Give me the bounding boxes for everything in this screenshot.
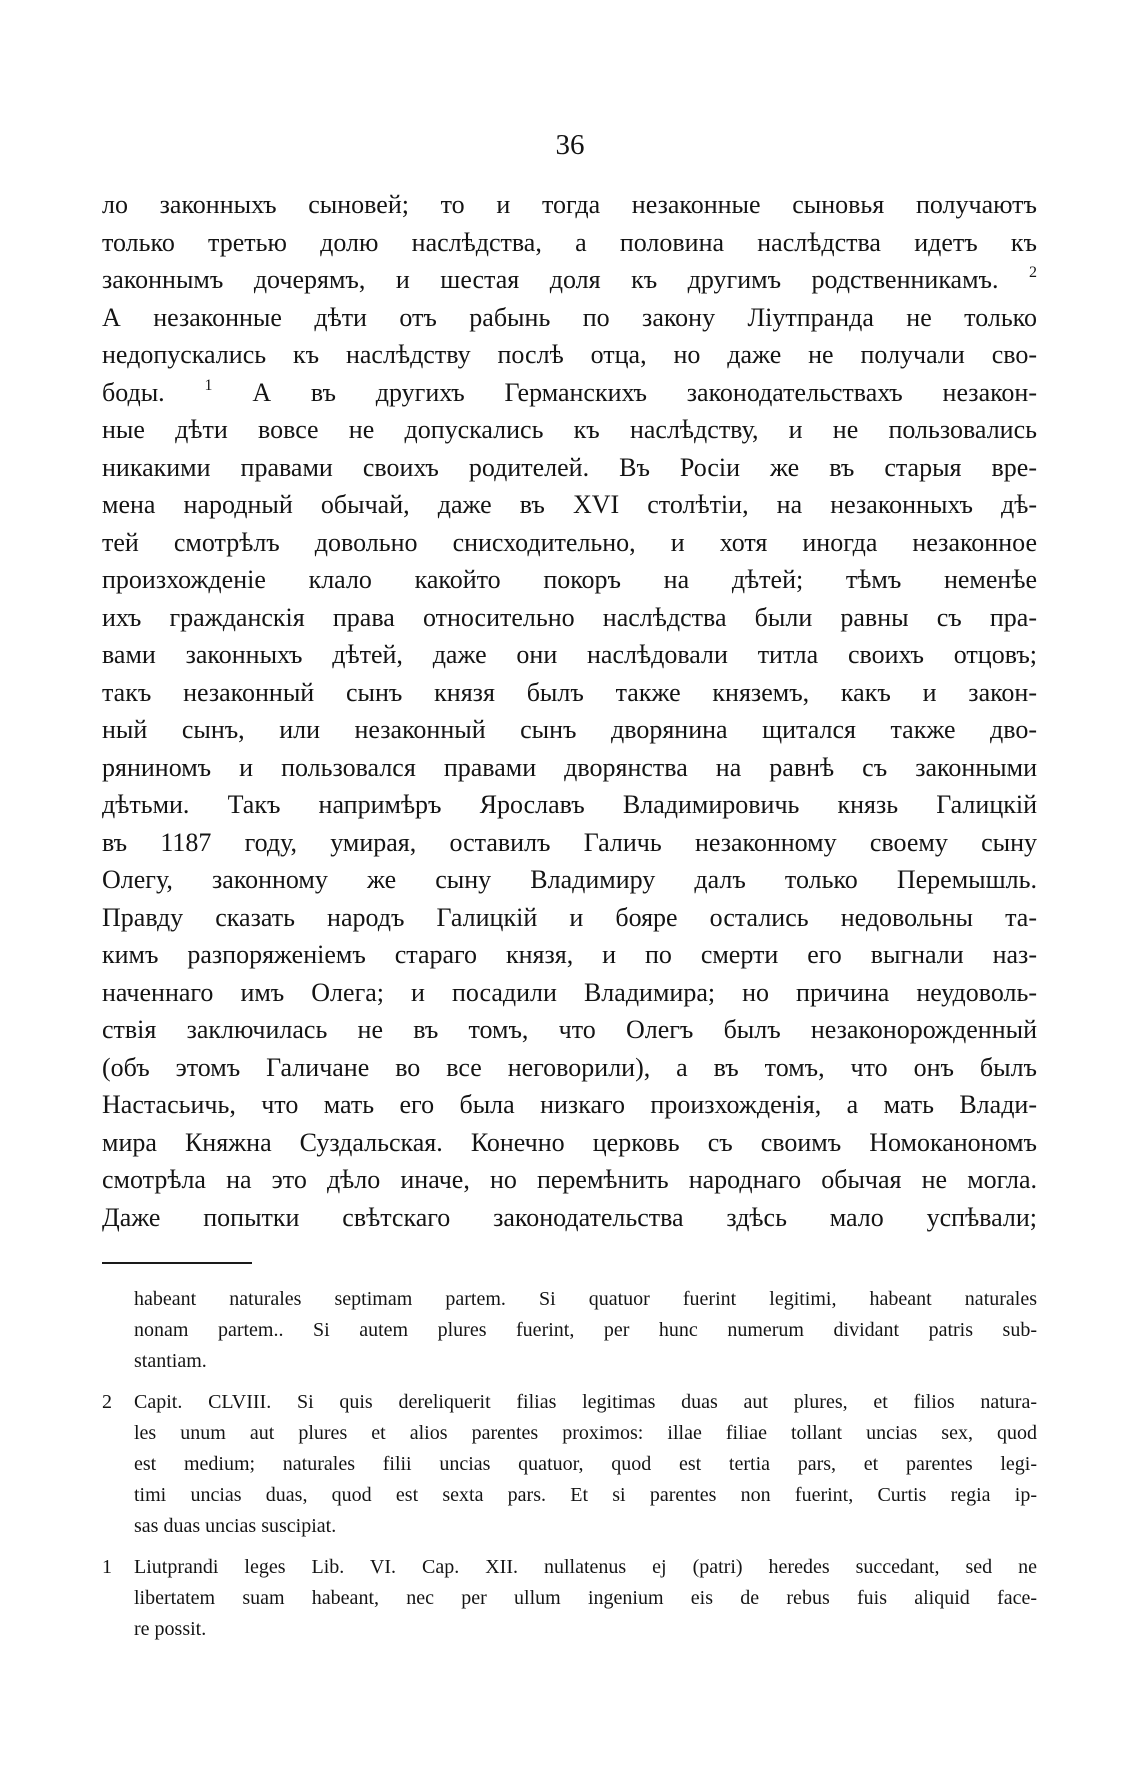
footnote-ref-2: 2 [1029,264,1038,281]
footnotes [102,1284,1037,1645]
footnote-line: Liutprandi leges Lib. VI. Cap. XII. nullatenus ej (patri) heredes succedant, sed ne [134,1556,1037,1578]
text-line: никакими правами своихъ родителей. Въ Росіи же въ старыя вре- [102,452,1037,482]
footnote-line: est medium; naturales filii uncias quatuor, quod est tertia pars, et parentes legi- [134,1453,1037,1475]
text-line: недопускались къ наслѣдству послѣ отца, но даже не получали сво- [102,340,1037,369]
footnote-line: Capit. CLVIII. Si quis dereliquerit filias legitimas duas aut plures, et filios natura- [134,1391,1037,1413]
footnote-line: timi uncias duas, quod est sexta pars. Et si parentes non fuerint, Curtis regia ip- [134,1484,1037,1506]
footnote-line: libertatem suam habeant, nec per ullum ingenium eis de rebus fuis aliquid face- [134,1587,1037,1609]
text-line: произхожденіе клало какойто покоръ на дѣтей; тѣмъ неменѣе [102,565,1037,594]
text-line: ный сынъ, или незаконный сынъ дворянина щитался также дво- [102,715,1037,744]
footnote-line: habeant naturales septimam partem. Si quatuor fuerint legitimi, habeant naturales [134,1288,1037,1310]
text-line: (объ этомъ Галичане во все неговорили), а въ томъ, что онъ былъ [102,1052,1037,1082]
text-line: ствія заключилась не въ томъ, что Олегъ былъ незаконорожденный [102,1015,1037,1044]
text-line: наченнаго имъ Олега; и посадили Владимира; но причина неудоволь- [102,977,1037,1007]
text-line: ло законныхъ сыновей; то и тогда незаконные сыновья получаютъ [102,190,1037,219]
text-line: Даже попытки свѣтскаго законодательства здѣсь мало успѣвали; [102,1202,1037,1232]
text-line: боды. $^1$ А въ другихъ Германскихъ законодательствахъ незакон- [102,376,1038,407]
text-line: только третью долю наслѣдства, а половина наслѣдства идетъ къ [102,227,1037,257]
footnote-line: stantiam. [134,1350,207,1372]
text-line: Настасьичь, что мать его была низкаго произхожденія, а мать Влади- [102,1090,1037,1119]
text-line: мена народный обычай, даже въ XVI столѣтіи, на незаконныхъ дѣ- [102,490,1037,519]
text-line: мира Княжна Суздальская. Конечно церковь съ своимъ Номоканономъ [102,1127,1037,1157]
text-line: такъ незаконный сынъ князя былъ также княземъ, какъ и закон- [102,677,1037,707]
text-line: Правду сказать народъ Галицкій и бояре остались недовольны та- [102,902,1037,932]
text-line: законнымъ дочерямъ, и шестая доля къ другимъ родственникамъ. $^2$ [102,264,1038,294]
text-line: тей смотрѣлъ довольно снисходительно, и хотя иногда незаконное [102,527,1037,557]
footnote-line: re possit. [134,1618,207,1640]
footnote-marker: 2 [102,1391,112,1413]
text-line: вами законныхъ дѣтей, даже они наслѣдовали титла своихъ отцовъ; [102,640,1037,669]
text-line: ряниномъ и пользовался правами дворянства на равнѣ съ законными [102,752,1037,782]
text-line: А незаконные дѣти отъ рабынь по закону Ліутпранда не только [102,302,1037,332]
footnote-1 [102,1552,1037,1645]
footnote-line: nonam partem.. Si autem plures fuerint, per hunc numerum dividant patris sub- [134,1319,1037,1341]
footnote-2 [102,1387,1037,1542]
main-text [102,186,1037,1236]
footnote-marker: 1 [102,1556,112,1578]
footnote-line: sas duas uncias suscipiat. [134,1515,337,1537]
text-line: смотрѣла на это дѣло иначе, но перемѣнить народнаго обычая не могла. [102,1165,1037,1194]
footnote-line: les unum aut plures et alios parentes proximos: illae filiae tollant uncias sex, quod [134,1422,1037,1444]
text-line: ные дѣти вовсе не допускались къ наслѣдству, и не пользовались [102,415,1037,444]
page-number: 36 [555,129,585,161]
text-line: въ 1187 году, умирая, оставилъ Галичь незаконному своему сыну [102,827,1037,857]
text-line: ихъ гражданскія права относительно наслѣдства были равны съ пра- [102,602,1037,632]
text-line: дѣтьми. Такъ напримѣръ Ярославъ Владимировичь князь Галицкій [102,790,1037,819]
footnote-separator [102,1262,252,1264]
text-line: Олегу, законному же сыну Владимиру далъ только Перемышль. [102,865,1037,894]
footnote-continued [102,1284,1037,1377]
text-line: кимъ разпоряженіемъ стараго князя, и по смерти его выгнали наз- [102,940,1037,969]
footnote-ref-1: 1 [204,376,213,394]
